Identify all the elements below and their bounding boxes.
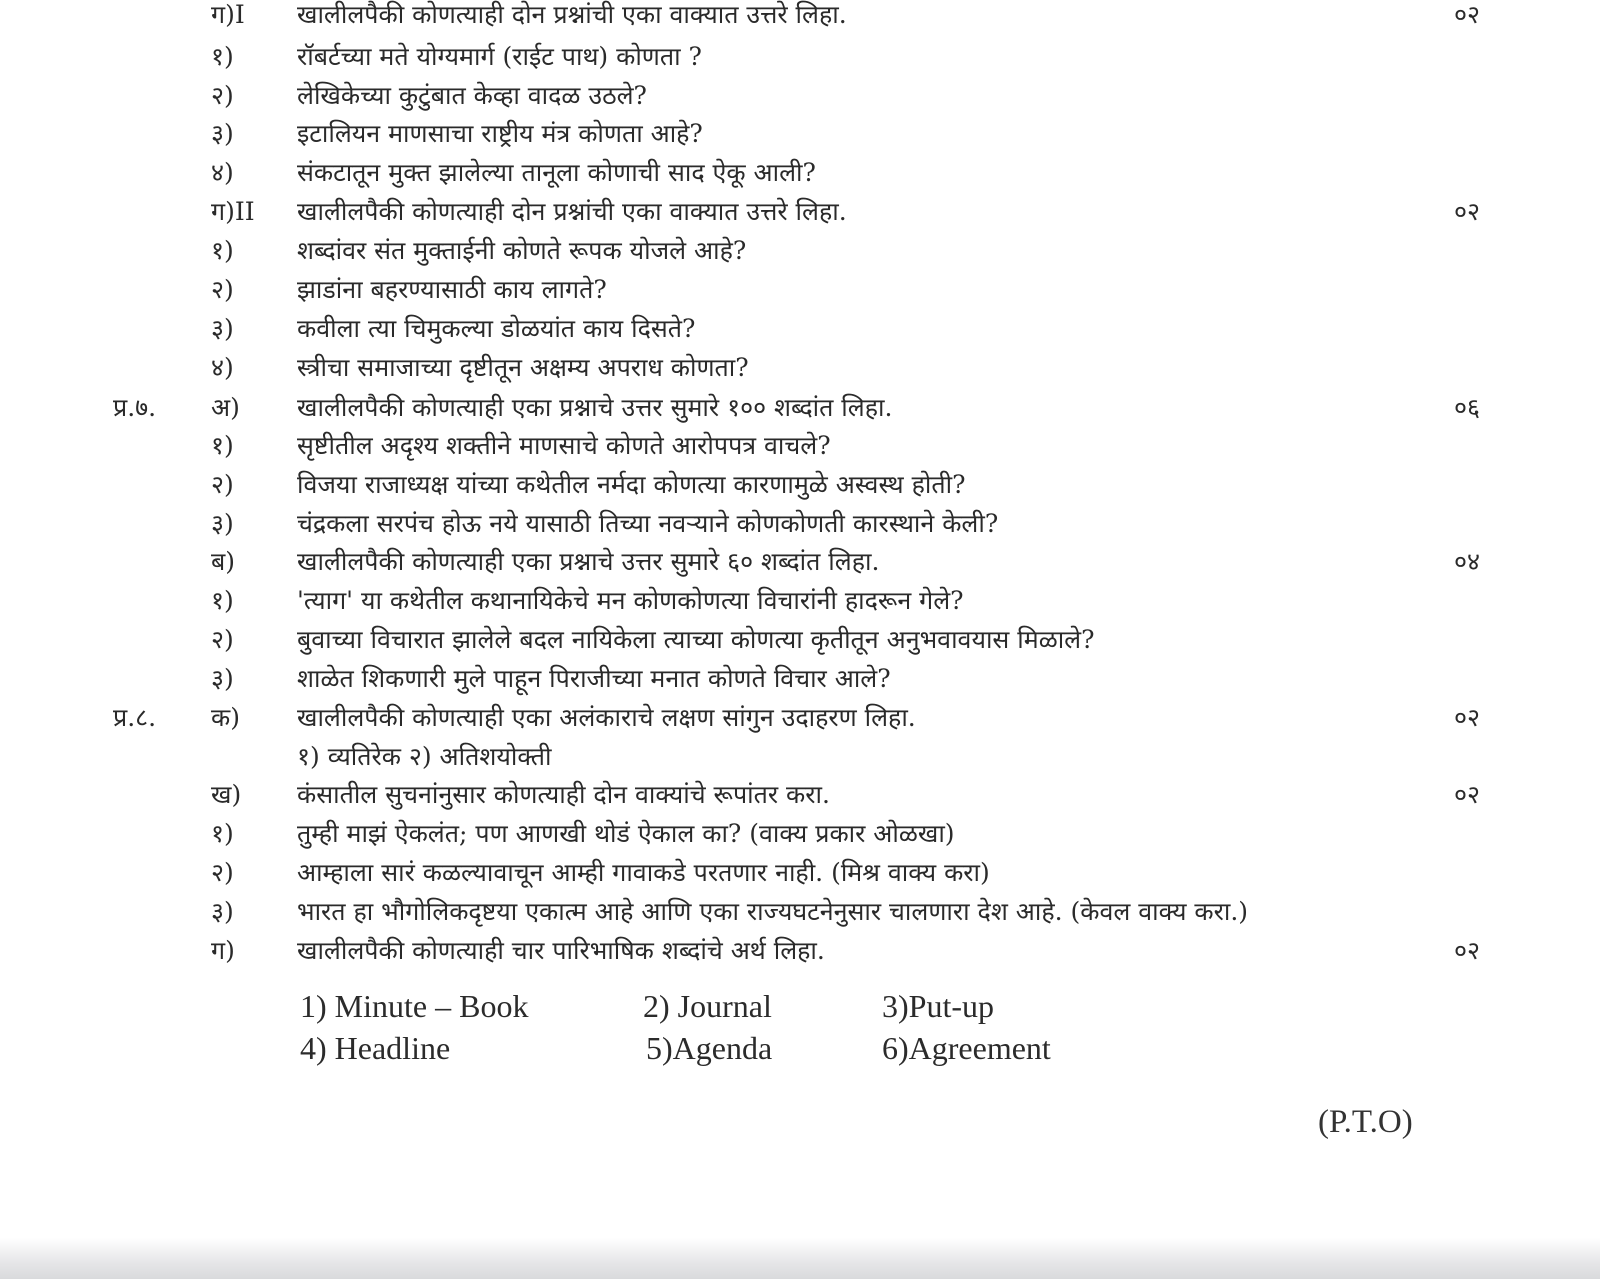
question-line	[0, 893, 1600, 931]
sub-label: २)	[211, 81, 234, 110]
question-line	[0, 232, 1600, 270]
question-text: रॉबर्टच्या मते योग्यमार्ग (राईट पाथ) कोणता ?	[297, 42, 702, 71]
sub-label: २)	[211, 625, 234, 654]
term-item: 1) Minute – Book	[300, 988, 529, 1024]
question-text: शाळेत शिकणारी मुले पाहून पिराजीच्या मनात कोणते विचार आले?	[297, 664, 891, 693]
question-number: प्र.७.	[113, 393, 157, 422]
sub-label: २)	[211, 470, 234, 499]
sub-label: २)	[211, 858, 234, 887]
question-line	[0, 115, 1600, 153]
sub-label: अ)	[211, 393, 240, 422]
question-text: खालीलपैकी कोणत्याही एका प्रश्नाचे उत्तर सुमारे १०० शब्दांत लिहा.	[297, 393, 893, 422]
question-line	[0, 815, 1600, 853]
sub-label: १)	[211, 431, 234, 460]
question-text: बुवाच्या विचारात झालेले बदल नायिकेला त्याच्या कोणत्या कृतीतून अनुभवावयास मिळाले?	[297, 625, 1095, 654]
marks: ०२	[1454, 703, 1481, 732]
sub-label: १)	[211, 42, 234, 71]
question-text: खालीलपैकी कोणत्याही चार पारिभाषिक शब्दांचे अर्थ लिहा.	[297, 936, 825, 965]
question-line	[0, 776, 1600, 814]
term-item: 2) Journal	[643, 988, 772, 1024]
marks: ०२	[1454, 197, 1481, 226]
pto-label: (P.T.O)	[1318, 1104, 1413, 1140]
marks: ०२	[1454, 936, 1481, 965]
sub-label: १)	[211, 819, 234, 848]
question-text: चंद्रकला सरपंच होऊ नये यासाठी तिच्या नवऱ्याने कोणकोणती कारस्थाने केली?	[297, 509, 999, 538]
question-text: 'त्याग' या कथेतील कथानायिकेचे मन कोणकोणत्या विचारांनी हादरून गेले?	[297, 586, 964, 615]
sub-label: ब)	[211, 547, 236, 576]
sub-label: १)	[211, 586, 234, 615]
question-number: प्र.८.	[113, 703, 157, 732]
page-shadow	[0, 1238, 1600, 1279]
question-line	[0, 854, 1600, 892]
question-line	[0, 621, 1600, 659]
sub-label: २)	[211, 275, 234, 304]
terms-row	[0, 984, 1600, 1028]
question-text: खालीलपैकी कोणत्याही दोन प्रश्नांची एका वाक्यात उत्तरे लिहा.	[297, 197, 847, 226]
marks: ०६	[1454, 393, 1481, 422]
term-item: 5)Agenda	[646, 1030, 773, 1066]
marks: ०४	[1454, 547, 1481, 576]
question-text: तुम्ही माझं ऐकलंत; पण आणखी थोडं ऐकाल का? (वाक्य प्रकार ओळखा)	[297, 819, 955, 848]
terms-row	[0, 1026, 1600, 1070]
question-text: भारत हा भौगोलिकदृष्टया एकात्म आहे आणि एका राज्यघटनेनुसार चालणारा देश आहे. (केवल वाक्य करा.)	[297, 897, 1249, 926]
question-text: स्त्रीचा समाजाच्या दृष्टीतून अक्षम्य अपराध कोणता?	[297, 353, 749, 382]
sub-label: १)	[211, 236, 234, 265]
question-text: खालीलपैकी कोणत्याही दोन प्रश्नांची एका वाक्यात उत्तरे लिहा.	[297, 0, 847, 29]
sub-label: ३)	[211, 119, 234, 148]
sub-label: ३)	[211, 509, 234, 538]
sub-label: ४)	[211, 158, 234, 187]
sub-label: क)	[211, 703, 240, 732]
marks: ०२	[1454, 0, 1481, 29]
question-text: खालीलपैकी कोणत्याही एका अलंकाराचे लक्षण सांगुन उदाहरण लिहा.	[297, 703, 916, 732]
question-text: कंसातील सुचनांनुसार कोणत्याही दोन वाक्यांचे रूपांतर करा.	[297, 780, 830, 809]
sub-label: ४)	[211, 353, 234, 382]
question-text: झाडांना बहरण्यासाठी काय लागते?	[297, 275, 607, 304]
question-line	[0, 660, 1600, 698]
question-text: कवीला त्या चिमुकल्या डोळयांत काय दिसते?	[297, 314, 696, 343]
term-item: 4) Headline	[300, 1030, 451, 1066]
question-line	[0, 0, 1600, 34]
question-line	[0, 427, 1600, 465]
marks: ०२	[1454, 780, 1481, 809]
question-text: विजया राजाध्यक्ष यांच्या कथेतील नर्मदा कोणत्या कारणामुळे अस्वस्थ होती?	[297, 470, 966, 499]
question-line	[0, 38, 1600, 76]
question-line	[0, 271, 1600, 309]
term-item: 3)Put-up	[882, 988, 994, 1024]
question-text: लेखिकेच्या कुटुंबात केव्हा वादळ उठले?	[297, 81, 647, 110]
question-line	[0, 738, 1600, 776]
sub-label: ३)	[211, 897, 234, 926]
question-line	[0, 349, 1600, 387]
sub-label: ३)	[211, 314, 234, 343]
question-line	[0, 932, 1600, 970]
question-line	[0, 699, 1600, 737]
sub-label: ३)	[211, 664, 234, 693]
question-line	[0, 389, 1600, 427]
question-line	[0, 582, 1600, 620]
sub-label: ग)I	[211, 0, 245, 29]
question-text: इटालियन माणसाचा राष्ट्रीय मंत्र कोणता आहे?	[297, 119, 703, 148]
question-text: खालीलपैकी कोणत्याही एका प्रश्नाचे उत्तर सुमारे ६० शब्दांत लिहा.	[297, 547, 880, 576]
question-line	[0, 466, 1600, 504]
question-text: आम्हाला सारं कळल्यावाचून आम्ही गावाकडे परतणार नाही. (मिश्र वाक्य करा)	[297, 858, 990, 887]
question-line	[0, 505, 1600, 543]
question-text: सृष्टीतील अदृश्य शक्तीने माणसाचे कोणते आरोपपत्र वाचले?	[297, 431, 831, 460]
question-line	[0, 193, 1600, 231]
question-line	[0, 543, 1600, 581]
term-item: 6)Agreement	[882, 1030, 1051, 1066]
question-line	[0, 310, 1600, 348]
sub-label: ख)	[211, 780, 242, 809]
question-text: शब्दांवर संत मुक्ताईनी कोणते रूपक योजले आहे?	[297, 236, 747, 265]
question-text: १) व्यतिरेक २) अतिशयोक्ती	[297, 742, 552, 771]
question-text: संकटातून मुक्त झालेल्या तानूला कोणाची साद ऐकू आली?	[297, 158, 816, 187]
question-line	[0, 154, 1600, 192]
sub-label: ग)	[211, 936, 235, 965]
question-line	[0, 77, 1600, 115]
sub-label: ग)II	[211, 197, 255, 226]
